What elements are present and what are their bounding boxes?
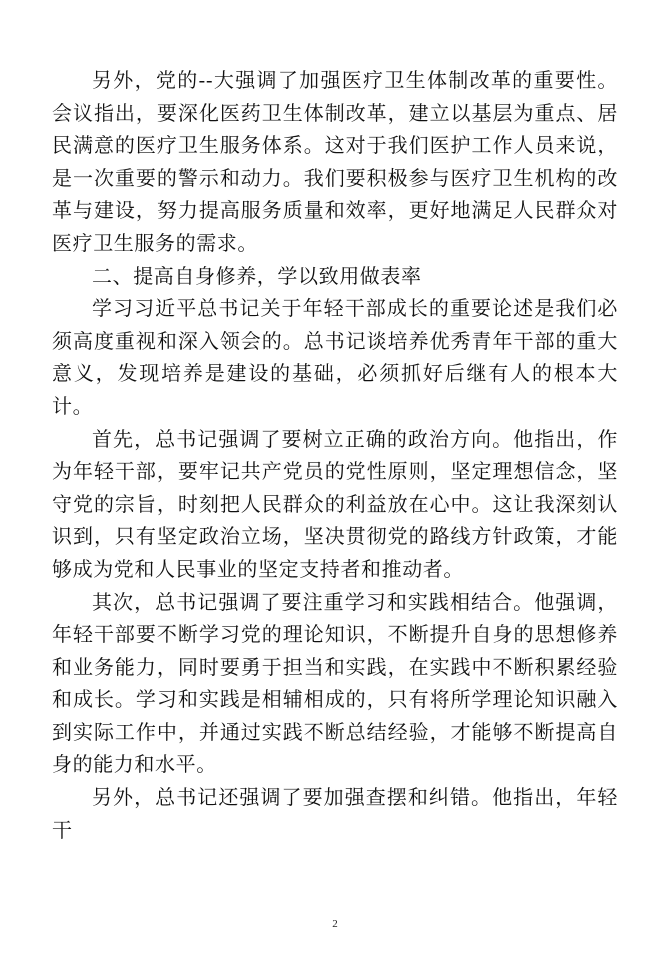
- paragraph-self-review: 另外，总书记还强调了要加强查摆和纠错。他指出，年轻干: [52, 785, 618, 842]
- section-heading: 二、提高自身修养，学以致用做表率: [92, 263, 422, 288]
- page-number: 2: [332, 918, 338, 930]
- document-body: [52, 64, 618, 846]
- paragraph-study-practice: 其次，总书记强调了要注重学习和实践相结合。他强调，年轻干部要不断学习党的理论知识，不断提升自身的思想修养和业务能力，同时要勇于担当和实践，在实践中不断积累经验和成长。学习和实践是相辅相成的，只有将所学理论知识融入到实际工作中，并通过实践不断总结经验，才能够不断提高自身的能力和水平。: [52, 589, 618, 777]
- paragraph-healthcare-reform: 另外，党的--大强调了加强医疗卫生体制改革的重要性。会议指出，要深化医药卫生体制改革，建立以基层为重点、居民满意的医疗卫生服务体系。这对于我们医护工作人员来说，是一次重要的警示和动力。我们要积极参与医疗卫生机构的改革与建设，努力提高服务质量和效率，更好地满足人民群众对医疗卫生服务的需求。: [52, 68, 618, 255]
- paragraph-study-intro: 学习习近平总书记关于年轻干部成长的重要论述是我们必须高度重视和深入领会的。总书记谈培养优秀青年干部的重大意义，发现培养是建设的基础，必须抓好后继有人的根本大计。: [52, 296, 618, 418]
- paragraph-political-direction: 首先，总书记强调了要树立正确的政治方向。他指出，作为年轻干部，要牢记共产党员的党性原则，坚定理想信念，坚守党的宗旨，时刻把人民群众的利益放在心中。这让我深刻认识到，只有坚定政治立场，坚决贯彻党的路线方针政策，才能够成为党和人民事业的坚定支持者和推动者。: [52, 426, 618, 581]
